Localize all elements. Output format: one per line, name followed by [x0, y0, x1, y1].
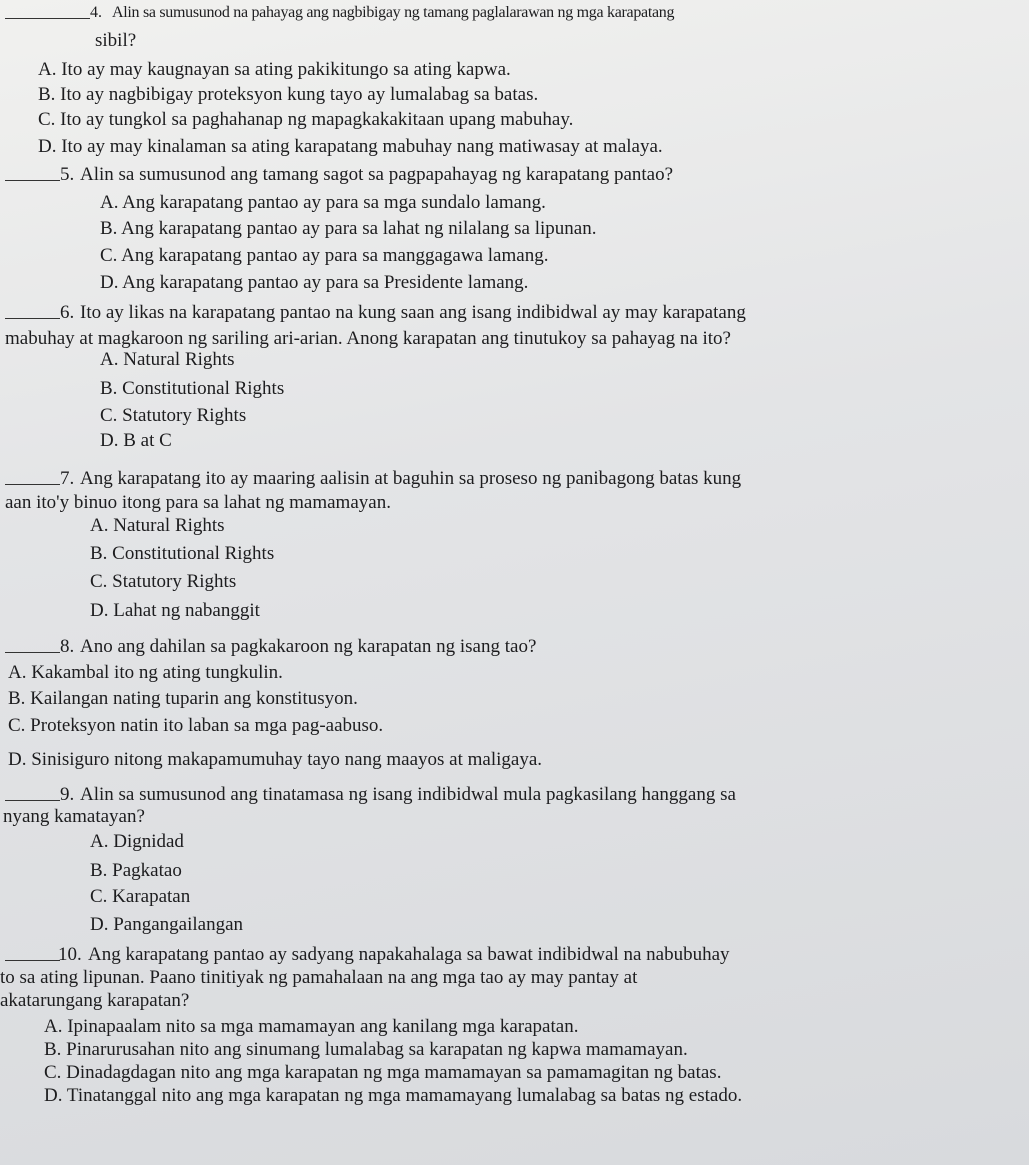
choice-8b: B. Kailangan nating tuparin ang konstitusyon.	[8, 688, 358, 709]
choice-7c: C. Statutory Rights	[90, 571, 237, 592]
question-9-stem: Alin sa sumusunod ang tinatamasa ng isang indibidwal mula pagkasilang hanggang sa	[80, 784, 736, 805]
question-4-stem-cont: sibil?	[95, 30, 137, 51]
question-9-stem-cont: nyang kamatayan?	[3, 806, 145, 827]
choice-4c: C. Ito ay tungkol sa paghahanap ng mapagkakakitaan upang mabuhay.	[38, 109, 574, 130]
question-8-stem: Ano ang dahilan sa pagkakaroon ng karapatan ng isang tao?	[80, 636, 537, 657]
question-7-stem-cont: aan ito'y binuo itong para sa lahat ng mamamayan.	[5, 492, 391, 513]
answer-blank-10[interactable]	[5, 960, 60, 961]
question-6-stem: Ito ay likas na karapatang pantao na kung saan ang isang indibidwal ay may karapatang	[80, 302, 746, 323]
choice-5c: C. Ang karapatang pantao ay para sa manggagawa lamang.	[100, 245, 549, 266]
question-4-stem: Alin sa sumusunod na pahayag ang nagbibigay ng tamang paglalarawan ng mga karapatang	[112, 4, 675, 21]
choice-4d: D. Ito ay may kinalaman sa ating karapatang mabuhay nang matiwasay at malaya.	[38, 136, 663, 157]
answer-blank-7[interactable]	[5, 484, 60, 485]
question-10-stem: Ang karapatang pantao ay sadyang napakahalaga sa bawat indibidwal na nabubuhay	[88, 944, 730, 965]
choice-10c: C. Dinadagdagan nito ang mga karapatan ng mga mamamayan sa pamamagitan ng batas.	[44, 1062, 722, 1083]
choice-7a: A. Natural Rights	[90, 515, 225, 536]
question-7-stem: Ang karapatang ito ay maaring aalisin at baguhin sa proseso ng panibagong batas kung	[80, 468, 742, 489]
choice-8c: C. Proteksyon natin ito laban sa mga pag-aabuso.	[8, 715, 384, 736]
choice-7d: D. Lahat ng nabanggit	[90, 600, 260, 621]
question-10-stem-cont: to sa ating lipunan. Paano tinitiyak ng pamahalaan na ang mga tao ay may pantay at	[0, 967, 638, 988]
choice-9b: B. Pagkatao	[90, 860, 182, 881]
choice-9d: D. Pangangailangan	[90, 914, 244, 935]
choice-5d: D. Ang karapatang pantao ay para sa Presidente lamang.	[100, 272, 529, 293]
choice-10a: A. Ipinapaalam nito sa mga mamamayan ang kanilang mga karapatan.	[44, 1016, 579, 1037]
choice-5a: A. Ang karapatang pantao ay para sa mga sundalo lamang.	[100, 192, 546, 213]
choice-6a: A. Natural Rights	[100, 349, 235, 370]
answer-blank-4[interactable]	[5, 18, 90, 19]
answer-blank-8[interactable]	[5, 652, 60, 653]
question-4-number: 4.	[90, 4, 102, 21]
choice-9a: A. Dignidad	[90, 831, 184, 852]
choice-6b: B. Constitutional Rights	[100, 378, 285, 399]
choice-8a: A. Kakambal ito ng ating tungkulin.	[8, 662, 283, 683]
choice-7b: B. Constitutional Rights	[90, 543, 275, 564]
choice-5b: B. Ang karapatang pantao ay para sa lahat ng nilalang sa lipunan.	[100, 218, 597, 239]
answer-blank-6[interactable]	[5, 318, 60, 319]
answer-blank-9[interactable]	[5, 800, 60, 801]
choice-6d: D. B at C	[100, 430, 172, 451]
answer-blank-5[interactable]	[5, 180, 60, 181]
question-5-number: 5.	[60, 164, 75, 185]
question-10-number: 10.	[58, 944, 82, 965]
choice-8d: D. Sinisiguro nitong makapamumuhay tayo nang maayos at maligaya.	[8, 749, 543, 770]
question-6-stem-cont: mabuhay at magkaroon ng sariling ari-arian. Anong karapatan ang tinutukoy sa pahayag na ito?	[5, 328, 731, 349]
choice-9c: C. Karapatan	[90, 886, 191, 907]
question-5-stem: Alin sa sumusunod ang tamang sagot sa pagpapahayag ng karapatang pantao?	[80, 164, 674, 185]
choice-10b: B. Pinarurusahan nito ang sinumang lumalabag sa karapatan ng kapwa mamamayan.	[44, 1039, 688, 1060]
choice-6c: C. Statutory Rights	[100, 405, 247, 426]
question-10-stem-cont2: akatarungang karapatan?	[0, 990, 190, 1011]
choice-4a: A. Ito ay may kaugnayan sa ating pakikitungo sa ating kapwa.	[38, 59, 511, 80]
choice-10d: D. Tinatanggal nito ang mga karapatan ng mga mamamayang lumalabag sa batas ng estado.	[44, 1085, 743, 1106]
question-7-number: 7.	[60, 468, 75, 489]
question-9-number: 9.	[60, 784, 75, 805]
question-6-number: 6.	[60, 302, 75, 323]
choice-4b: B. Ito ay nagbibigay proteksyon kung tayo ay lumalabag sa batas.	[38, 84, 539, 105]
question-8-number: 8.	[60, 636, 75, 657]
